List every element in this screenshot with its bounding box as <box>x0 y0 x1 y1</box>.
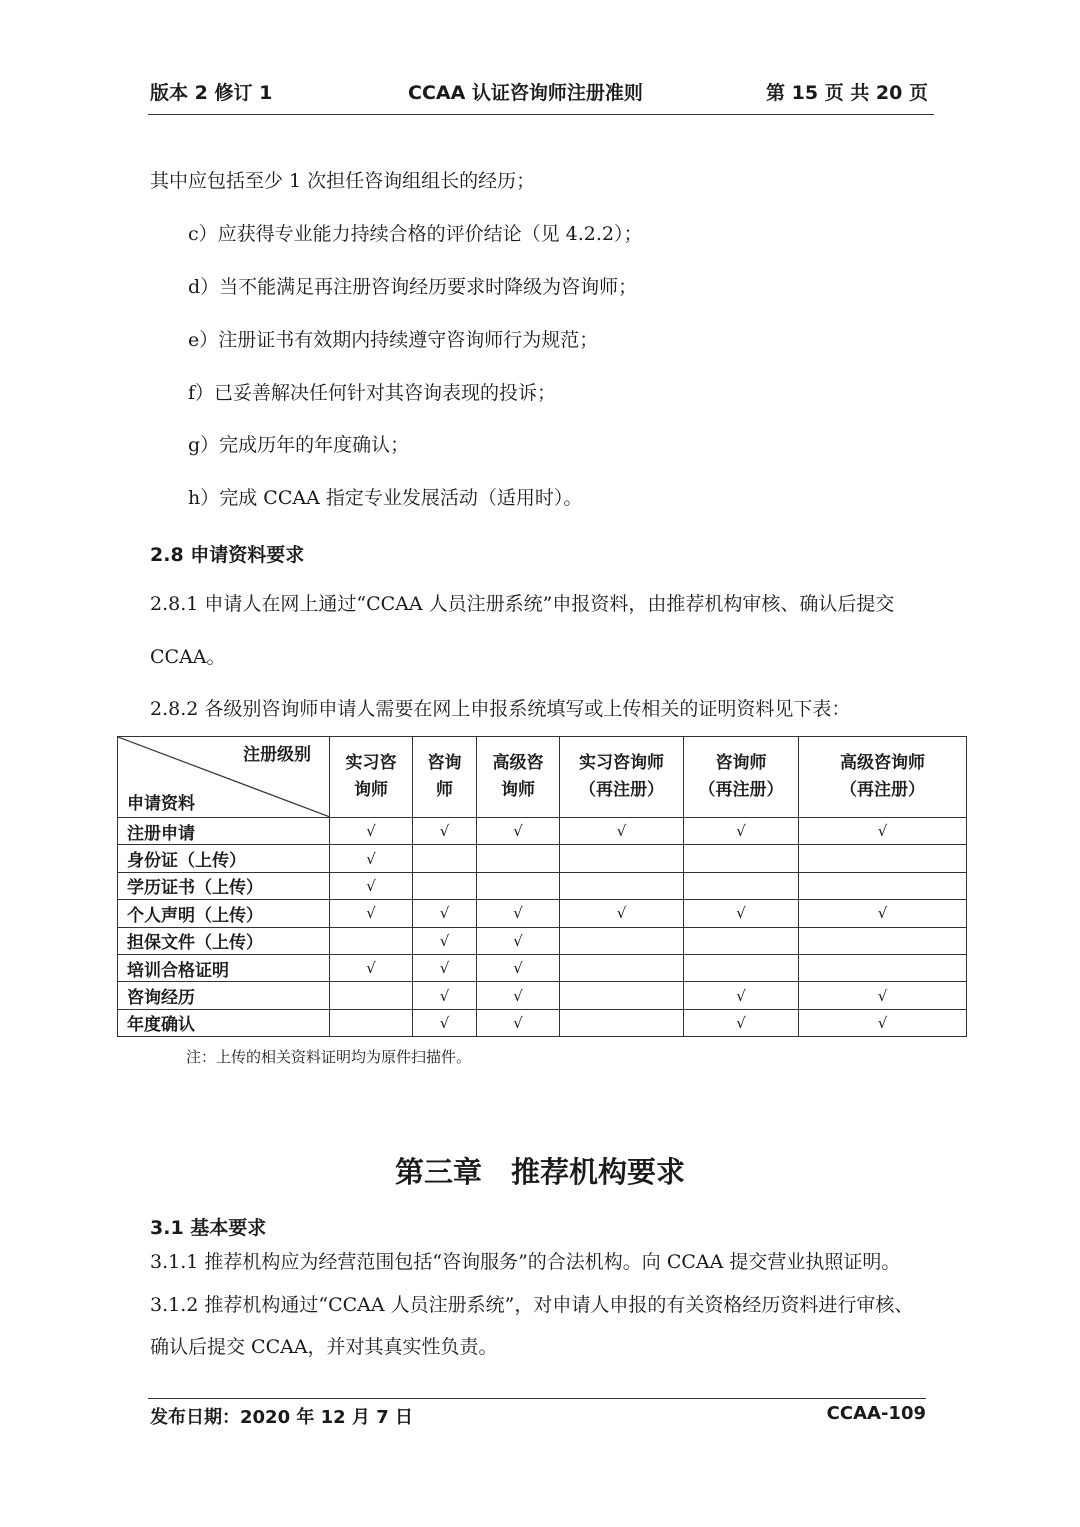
table-row <box>118 872 967 899</box>
section-heading-2-8: 2.8 申请资料要求 <box>150 544 305 566</box>
table-cell <box>477 927 560 954</box>
check-mark-icon: √ <box>366 959 376 978</box>
table-cell <box>799 1009 967 1036</box>
footer-divider <box>148 1398 926 1399</box>
row-label: 身份证（上传） <box>118 845 330 872</box>
table-row <box>118 1009 967 1036</box>
list-item: h）完成 CCAA 指定专业发展活动（适用时）。 <box>188 487 583 509</box>
table-cell <box>684 1009 799 1036</box>
table-cell <box>330 900 413 927</box>
check-mark-icon: √ <box>366 904 376 923</box>
check-mark-icon: √ <box>736 1013 746 1032</box>
check-mark-icon: √ <box>366 849 376 868</box>
table-cell <box>413 982 477 1009</box>
row-label: 年度确认 <box>118 1009 330 1036</box>
check-mark-icon: √ <box>366 876 376 895</box>
table-cell <box>477 818 560 845</box>
column-header: 实习咨询师 （再注册） <box>560 737 684 818</box>
paragraph-3-1-2: 3.1.2 推荐机构通过“CCAA 人员注册系统”，对申请人申报的有关资格经历资料进行审核、 <box>150 1294 914 1316</box>
row-label: 担保文件（上传） <box>118 927 330 954</box>
table-row <box>118 954 967 981</box>
chapter-title: 第三章 推荐机构要求 <box>394 1155 685 1189</box>
table-cell <box>330 927 413 954</box>
check-mark-icon: √ <box>736 904 746 923</box>
check-mark-icon: √ <box>616 822 627 841</box>
corner-label-level: 注册级别 <box>243 745 311 765</box>
table-cell <box>684 954 799 981</box>
check-mark-icon: √ <box>439 1013 450 1032</box>
table-cell <box>560 982 684 1009</box>
requirements-table <box>117 736 967 1037</box>
check-mark-icon: √ <box>439 986 450 1005</box>
check-mark-icon: √ <box>439 822 450 841</box>
table-cell <box>413 954 477 981</box>
table-cell <box>560 872 684 899</box>
table-cell <box>560 845 684 872</box>
section-heading-3-1: 3.1 基本要求 <box>150 1217 267 1239</box>
table-cell <box>330 1009 413 1036</box>
footer-doc-code: CCAA-109 <box>826 1403 926 1424</box>
column-header: 高级咨 询师 <box>477 737 560 818</box>
table-cell <box>330 872 413 899</box>
table-cell <box>477 954 560 981</box>
table-cell <box>330 982 413 1009</box>
check-mark-icon: √ <box>736 986 746 1005</box>
table-cell <box>799 900 967 927</box>
table-cell <box>799 982 967 1009</box>
row-label: 培训合格证明 <box>118 954 330 981</box>
header-page-number: 第 15 页 共 20 页 <box>766 82 928 104</box>
list-item: c）应获得专业能力持续合格的评价结论（见 4.2.2）； <box>188 223 643 245</box>
table-cell <box>684 900 799 927</box>
row-label: 个人声明（上传） <box>118 900 330 927</box>
table-cell <box>684 818 799 845</box>
table-row <box>118 900 967 927</box>
paragraph-2-8-1: 2.8.1 申请人在网上通过“CCAA 人员注册系统”申报资料，由推荐机构审核、确认后提交 <box>150 593 895 615</box>
check-mark-icon: √ <box>513 822 523 841</box>
check-mark-icon: √ <box>877 986 888 1005</box>
table-cell <box>560 927 684 954</box>
check-mark-icon: √ <box>513 986 523 1005</box>
check-mark-icon: √ <box>877 904 888 923</box>
table-cell <box>477 900 560 927</box>
table-cell <box>684 845 799 872</box>
check-mark-icon: √ <box>877 822 888 841</box>
paragraph-3-1-1: 3.1.1 推荐机构应为经营范围包括“咨询服务”的合法机构。向 CCAA 提交营业执照证明。 <box>150 1251 901 1273</box>
check-mark-icon: √ <box>513 959 523 978</box>
list-item: g）完成历年的年度确认； <box>188 434 410 456</box>
footer-date: 发布日期：2020 年 12 月 7 日 <box>150 1407 414 1428</box>
header-divider <box>148 114 934 115</box>
table-cell <box>560 818 684 845</box>
table-cell <box>799 845 967 872</box>
table-cell <box>477 845 560 872</box>
table-cell <box>413 927 477 954</box>
table-cell <box>560 900 684 927</box>
check-mark-icon: √ <box>513 931 523 950</box>
row-label: 注册申请 <box>118 818 330 845</box>
table-cell <box>560 954 684 981</box>
check-mark-icon: √ <box>439 959 450 978</box>
table-row <box>118 818 967 845</box>
table-cell <box>413 845 477 872</box>
table-note: 注：上传的相关资料证明均为原件扫描件。 <box>186 1048 472 1066</box>
table-row <box>118 845 967 872</box>
check-mark-icon: √ <box>736 822 746 841</box>
table-cell <box>684 872 799 899</box>
list-item: d）当不能满足再注册咨询经历要求时降级为咨询师； <box>188 276 638 298</box>
table-cell <box>330 954 413 981</box>
paragraph-3-1-2-cont: 确认后提交 CCAA，并对其真实性负责。 <box>150 1336 498 1358</box>
list-item: f）已妥善解决任何针对其咨询表现的投诉； <box>188 382 557 404</box>
table-cell <box>560 1009 684 1036</box>
paragraph-2-8-1-cont: CCAA。 <box>150 646 226 668</box>
table-row <box>118 982 967 1009</box>
table-header-row <box>118 737 967 818</box>
table-cell <box>413 1009 477 1036</box>
table-cell <box>477 982 560 1009</box>
check-mark-icon: √ <box>513 904 523 923</box>
header-title: CCAA 认证咨询师注册准则 <box>408 82 643 104</box>
table-cell <box>477 872 560 899</box>
corner-label-material: 申请资料 <box>127 794 195 814</box>
column-header: 咨询 师 <box>413 737 477 818</box>
header-version: 版本 2 修订 1 <box>150 82 273 104</box>
intro-paragraph: 其中应包括至少 1 次担任咨询组组长的经历； <box>150 170 536 192</box>
table-cell <box>413 872 477 899</box>
table-cell <box>799 872 967 899</box>
check-mark-icon: √ <box>439 931 450 950</box>
table-cell <box>799 927 967 954</box>
row-label: 学历证书（上传） <box>118 872 330 899</box>
table-cell <box>799 954 967 981</box>
table-cell <box>799 818 967 845</box>
table-cell <box>413 818 477 845</box>
check-mark-icon: √ <box>439 904 450 923</box>
table-row <box>118 927 967 954</box>
table-cell <box>330 845 413 872</box>
column-header: 实习咨 询师 <box>330 737 413 818</box>
check-mark-icon: √ <box>513 1013 523 1032</box>
table-cell <box>684 982 799 1009</box>
row-label: 咨询经历 <box>118 982 330 1009</box>
table-cell <box>684 927 799 954</box>
paragraph-2-8-2: 2.8.2 各级别咨询师申请人需要在网上申报系统填写或上传相关的证明资料见下表： <box>150 698 851 720</box>
table-cell <box>477 1009 560 1036</box>
check-mark-icon: √ <box>616 904 627 923</box>
table-cell <box>330 818 413 845</box>
table-cell <box>413 900 477 927</box>
column-header: 高级咨询师 （再注册） <box>799 737 967 818</box>
check-mark-icon: √ <box>366 822 376 841</box>
column-header: 咨询师 （再注册） <box>684 737 799 818</box>
list-item: e）注册证书有效期内持续遵守咨询师行为规范； <box>188 329 599 351</box>
check-mark-icon: √ <box>877 1013 888 1032</box>
table-corner-cell <box>118 737 330 818</box>
